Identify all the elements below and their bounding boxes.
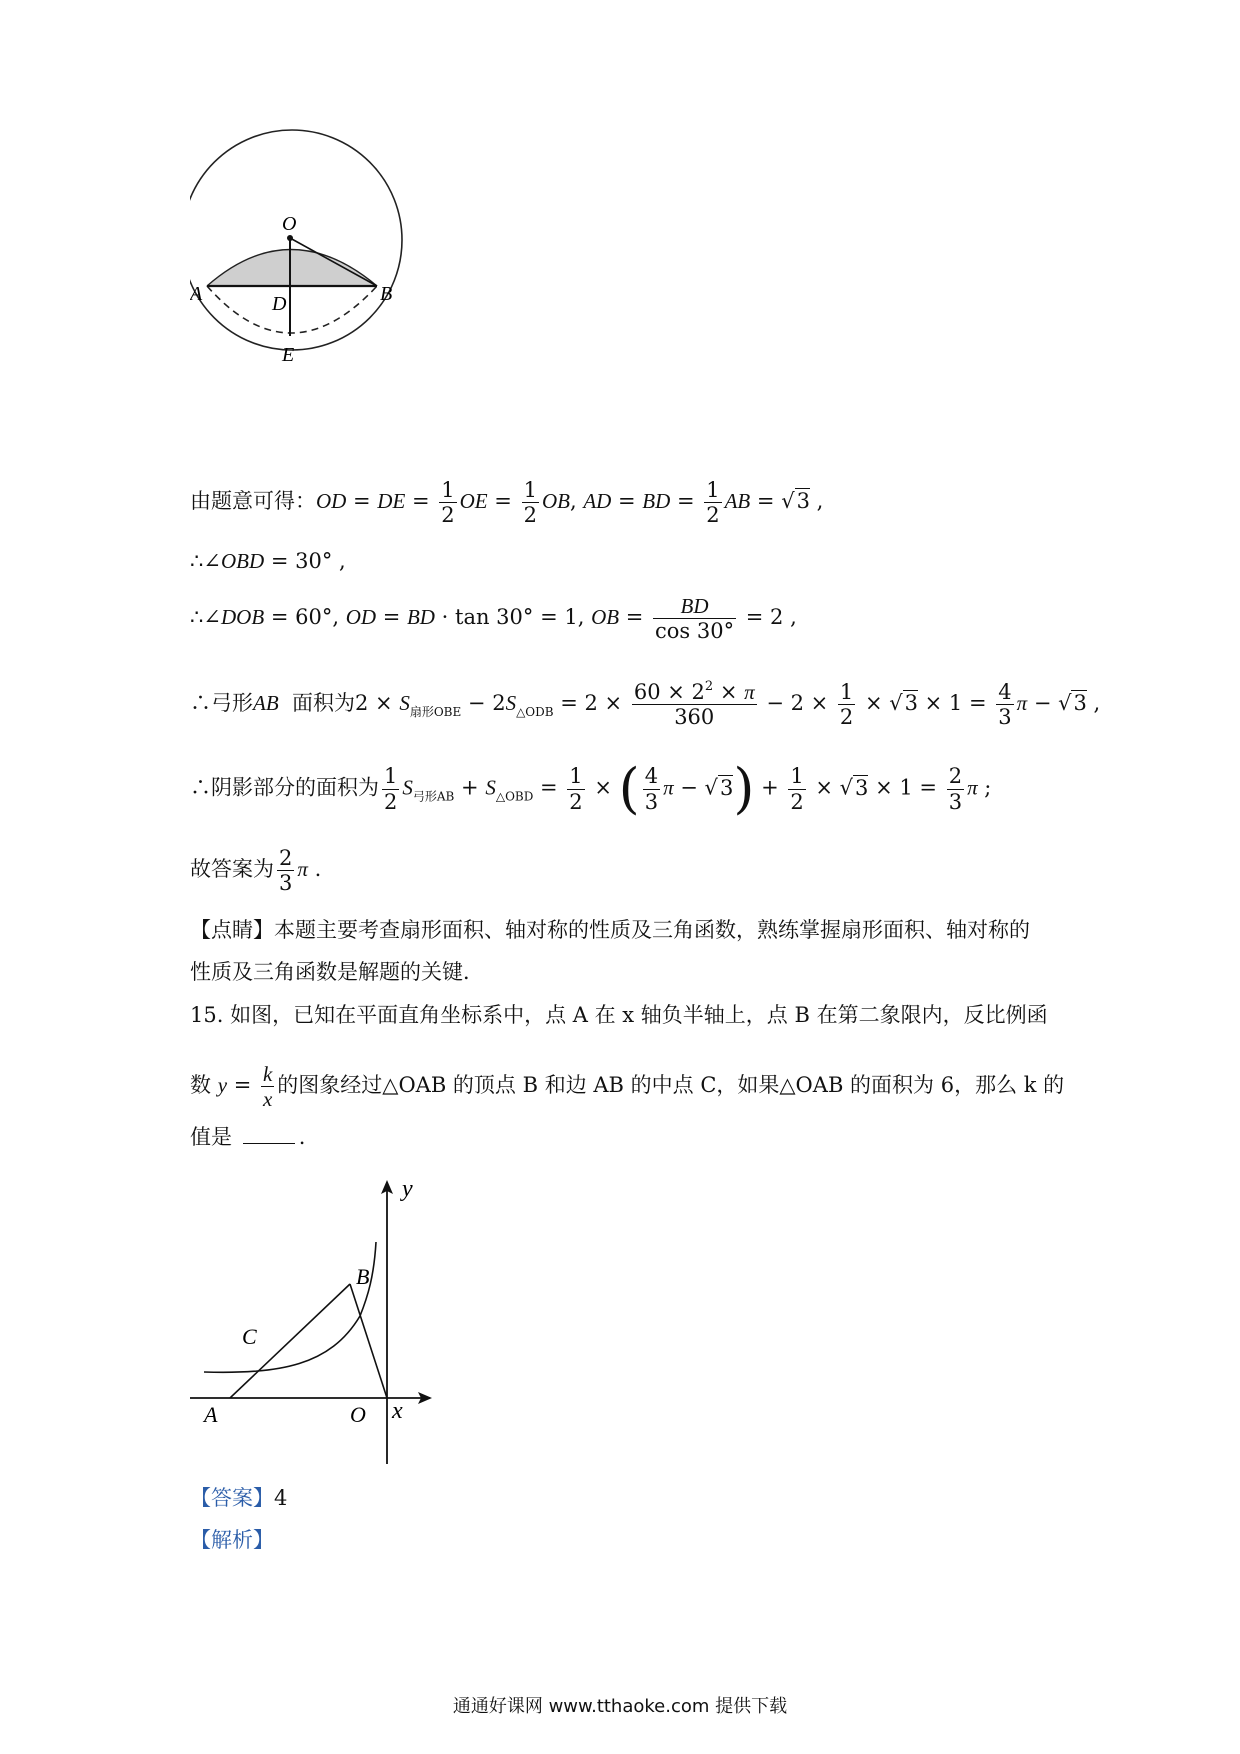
- problem-15-line-1: 15. 如图，已知在平面直角坐标系中，点 A 在 x 轴负半轴上，点 B 在第二象限内，反比例函: [190, 1003, 1048, 1027]
- problem-15-line-3: 值是 .: [190, 1125, 306, 1149]
- label-o: O: [350, 1402, 366, 1427]
- label-y: y: [402, 1176, 413, 1202]
- comment-line-2: 性质及三角函数是解题的关键．: [190, 960, 484, 984]
- label-b: B: [380, 283, 393, 305]
- solution-line-2: ∴∠OBD = 30° ,: [190, 549, 346, 573]
- label-e: E: [282, 344, 295, 366]
- label-a: A: [190, 283, 203, 305]
- point-o: [287, 235, 293, 241]
- label-x: x: [392, 1398, 403, 1424]
- segment-bo: [350, 1284, 387, 1398]
- footer-text: 通通好课网 www.tthaoke.com 提供下载: [452, 1696, 788, 1717]
- label-b: B: [356, 1264, 370, 1289]
- label-o: O: [282, 213, 297, 235]
- solution-line-6: 故答案为 $\frac{2}{3}$ π .: [190, 846, 322, 896]
- answer-blank: [243, 1143, 295, 1144]
- comment-line-1: 【点睛】本题主要考查扇形面积、轴对称的性质及三角函数，熟练掌握扇形面积、轴对称的: [190, 918, 1030, 942]
- answer-line: 【答案】4: [190, 1486, 288, 1510]
- label-c: C: [242, 1324, 257, 1349]
- main-circle: [190, 130, 402, 350]
- solution-line-3: ∴∠DOB = 60°, OD = BD · tan 30° = 1, OB = $\frac{BD}{\cos 30^\circ}$ = 2 ,: [190, 594, 797, 644]
- analysis-line: 【解析】: [190, 1528, 274, 1552]
- label-a: A: [204, 1402, 218, 1427]
- solution-line-1: 由题意可得：OD = DE = $\frac{1}{2}$ OE = $\frac{1}{2}$ OB, AD = BD = $\frac{1}{2}$ AB = √3 ,: [190, 478, 824, 528]
- label-d: D: [272, 293, 287, 315]
- solution-line-4: ∴弓形AB 面积为$2 \times S_{扇形OBE} - 2S_{\triangle ODB} = 2$ × $\frac{60 \times 2^2 \times \pi}{360}$ − 2 × $\frac{1}{2}$ × √3 × 1 = $\frac{4}{3}$ π − √3 ,: [190, 679, 1101, 730]
- problem-15-line-2: 数 y = $\frac{k}{x}$ 的图象经过△OAB 的顶点 B 和边 AB 的中点 C，如果△OAB 的面积为 6，那么 k 的: [190, 1062, 1065, 1112]
- circle-figure: [190, 118, 440, 403]
- solution-line-5: ∴阴影部分的面积为 $\frac{1}{2}$ $S_{弓形AB} + S_{\triangle OBD}$ = $\frac{1}{2}$ × ( $\frac{4}{3}$ π − √3) + $\frac{1}{2}$ × √3 × 1 = $\frac{2}{3}$ π ;: [190, 757, 992, 820]
- reflected-arc: [207, 286, 377, 333]
- hyperbola-curve: [204, 1242, 376, 1372]
- coordinate-figure: [190, 1176, 470, 1466]
